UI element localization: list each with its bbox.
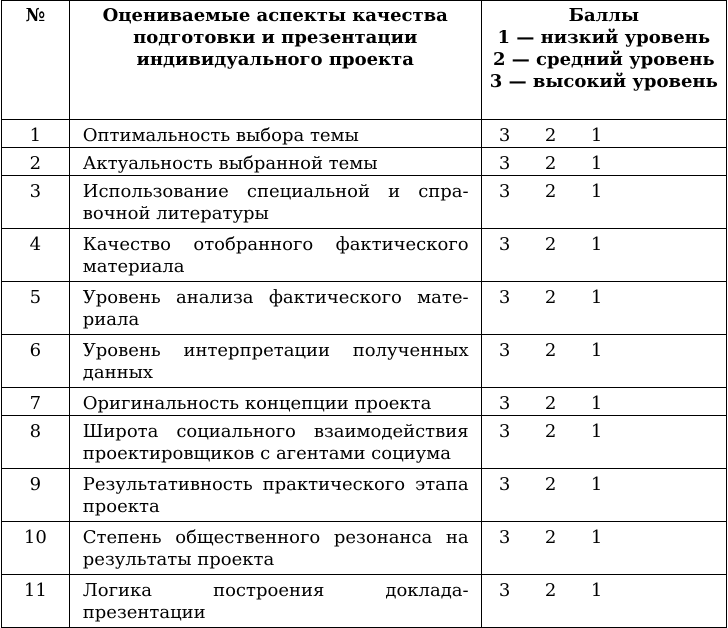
score-1: 1 (590, 421, 603, 442)
score-3: 3 (498, 527, 511, 548)
table-row (2, 416, 727, 469)
table-row (2, 229, 727, 282)
score-2: 2 (544, 234, 557, 255)
score-2: 2 (544, 474, 557, 495)
score-2: 2 (544, 153, 557, 174)
score-3: 3 (498, 474, 511, 495)
header-scores-line: 2 — средний уровень (492, 49, 715, 70)
score-2: 2 (544, 125, 557, 146)
score-2: 2 (544, 393, 557, 414)
score-2: 2 (544, 181, 557, 202)
table-row (2, 148, 727, 176)
row-scores (481, 416, 726, 469)
row-scores (481, 575, 726, 628)
score-3: 3 (498, 125, 511, 146)
header-aspects-line: индивидуального проекта (136, 49, 414, 70)
row-number: 7 (2, 388, 70, 416)
row-scores (481, 282, 726, 335)
score-3: 3 (498, 580, 511, 601)
score-2: 2 (544, 527, 557, 548)
table-row (2, 335, 727, 388)
score-1: 1 (590, 125, 603, 146)
score-3: 3 (498, 393, 511, 414)
score-1: 1 (590, 474, 603, 495)
row-aspect: Качество отобранного фактического материала (69, 229, 481, 282)
table-row (2, 469, 727, 522)
row-scores (481, 176, 726, 229)
row-number: 10 (2, 522, 70, 575)
row-aspect: Актуальность выбранной темы (69, 148, 481, 176)
row-number: 11 (2, 575, 70, 628)
row-aspect: Широта социального взаимодействия проектировщиков с агентами социума (69, 416, 481, 469)
score-1: 1 (590, 181, 603, 202)
row-number: 9 (2, 469, 70, 522)
score-2: 2 (544, 340, 557, 361)
table-row (2, 176, 727, 229)
score-1: 1 (590, 340, 603, 361)
row-scores (481, 522, 726, 575)
row-aspect: Оригинальность концепции проекта (69, 388, 481, 416)
evaluation-table (1, 0, 727, 628)
score-1: 1 (590, 580, 603, 601)
score-3: 3 (498, 153, 511, 174)
row-aspect: Результативность практического этапа проекта (69, 469, 481, 522)
score-2: 2 (544, 287, 557, 308)
row-scores (481, 335, 726, 388)
row-aspect: Степень общественного резонанса на результаты проекта (69, 522, 481, 575)
row-number: 3 (2, 176, 70, 229)
header-aspects (69, 1, 481, 120)
score-1: 1 (590, 287, 603, 308)
score-2: 2 (544, 421, 557, 442)
score-2: 2 (544, 580, 557, 601)
row-scores (481, 120, 726, 148)
row-aspect: Уровень интерпретации полученных данных (69, 335, 481, 388)
row-number: 1 (2, 120, 70, 148)
row-aspect: Уровень анализа фактического материала (69, 282, 481, 335)
score-3: 3 (498, 234, 511, 255)
score-3: 3 (498, 340, 511, 361)
row-number: 4 (2, 229, 70, 282)
row-number: 6 (2, 335, 70, 388)
header-row (2, 1, 727, 120)
header-scores-line: Баллы (568, 5, 640, 26)
header-scores (481, 1, 726, 120)
row-number: 2 (2, 148, 70, 176)
header-scores-line: 1 — низкий уровень (497, 27, 711, 48)
score-1: 1 (590, 153, 603, 174)
score-1: 1 (590, 393, 603, 414)
row-aspect: Логика построения доклада-презентации (69, 575, 481, 628)
header-scores-line: 3 — высокий уровень (489, 71, 718, 92)
header-aspects-line: Оцениваемые аспекты качества (102, 5, 448, 26)
row-aspect: Оптимальность выбора темы (69, 120, 481, 148)
row-scores (481, 148, 726, 176)
row-scores (481, 229, 726, 282)
table-row (2, 522, 727, 575)
score-3: 3 (498, 421, 511, 442)
row-number: 5 (2, 282, 70, 335)
row-scores (481, 388, 726, 416)
header-number: № (2, 1, 70, 120)
row-number: 8 (2, 416, 70, 469)
score-1: 1 (590, 527, 603, 548)
table-row (2, 120, 727, 148)
score-3: 3 (498, 287, 511, 308)
table-row (2, 388, 727, 416)
table-row (2, 575, 727, 628)
score-1: 1 (590, 234, 603, 255)
row-scores (481, 469, 726, 522)
row-aspect: Использование специальной и справочной литературы (69, 176, 481, 229)
header-aspects-line: подготовки и презентации (133, 27, 418, 48)
score-3: 3 (498, 181, 511, 202)
table-row (2, 282, 727, 335)
